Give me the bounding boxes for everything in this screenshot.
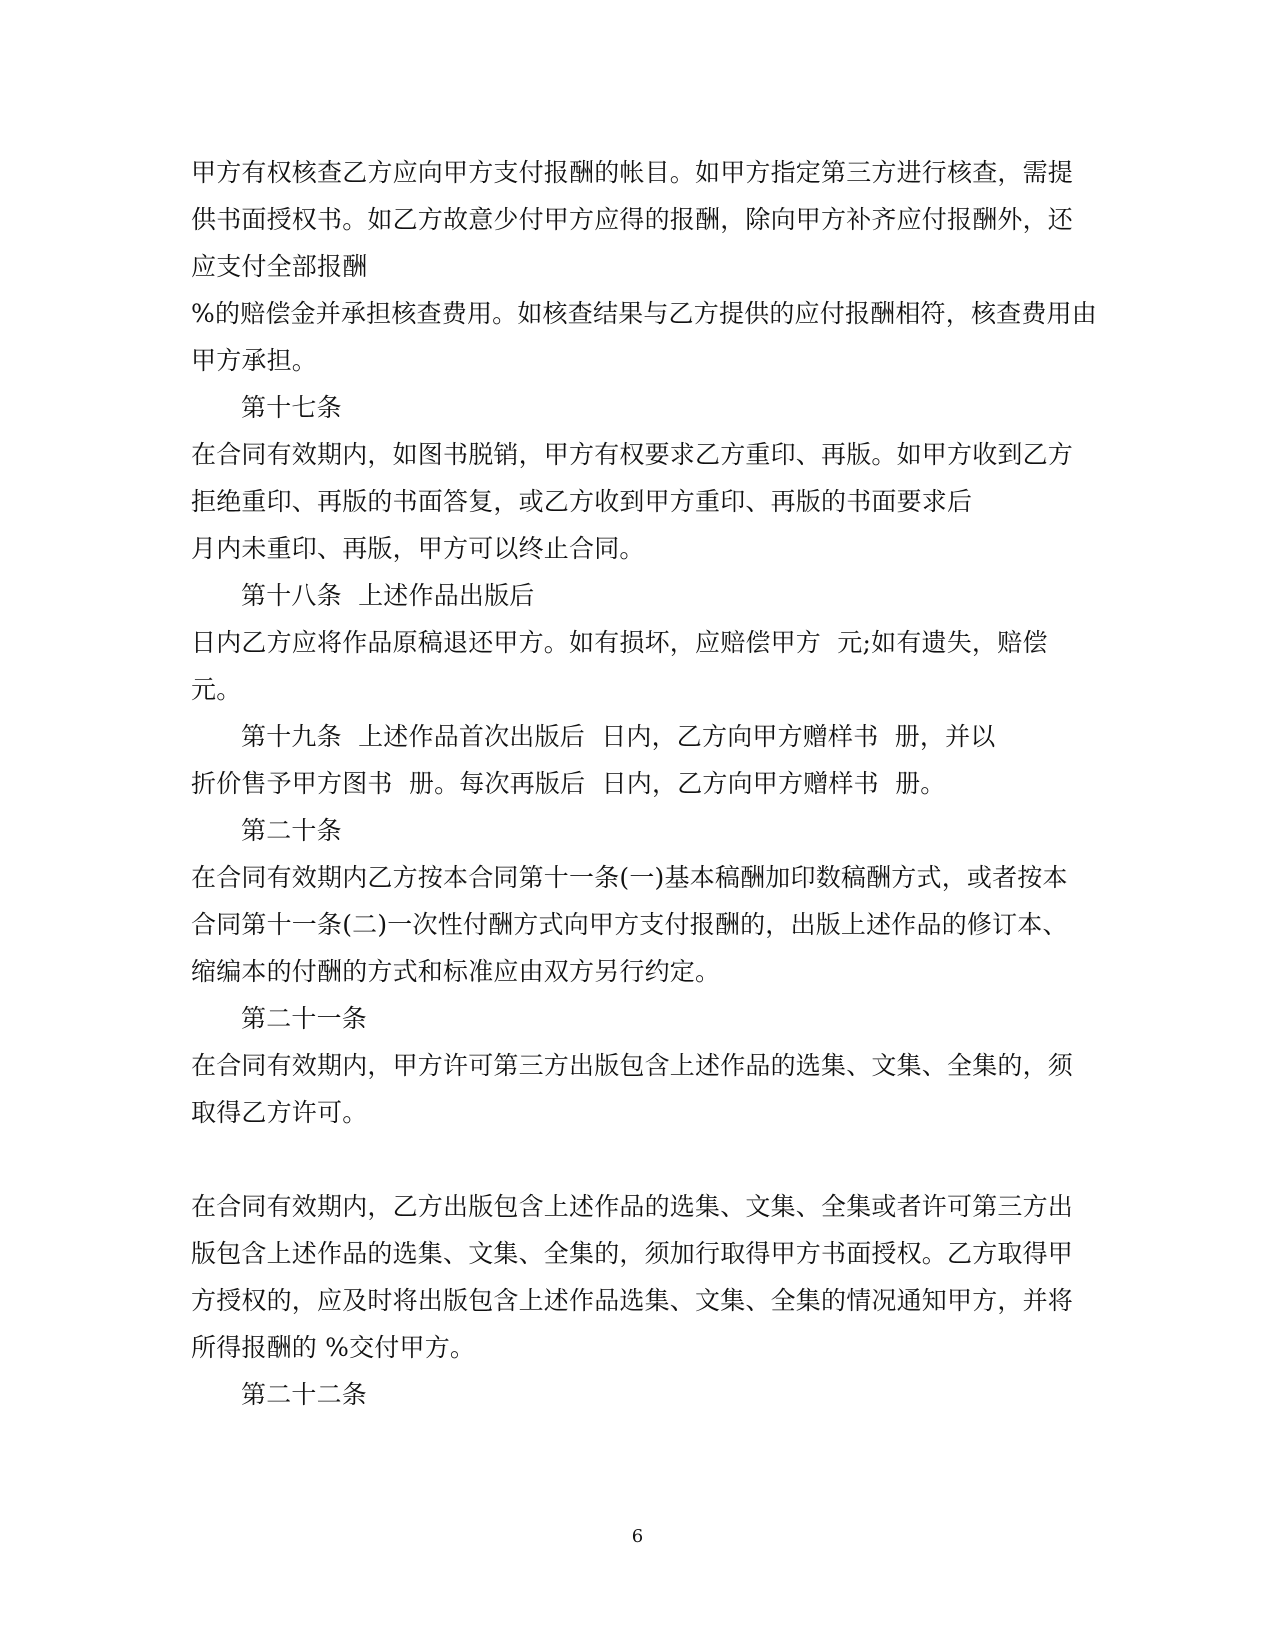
article-heading: 第十九条 上述作品首次出版后 日内，乙方向甲方赠样书 册，并以 (241, 722, 996, 751)
text-line: 折价售予甲方图书 册。每次再版后 日内，乙方向甲方赠样书 册。 (191, 769, 946, 798)
text-line: 在合同有效期内，如图书脱销，甲方有权要求乙方重印、再版。如甲方收到乙方 (191, 440, 1074, 469)
text-line: 缩编本的付酬的方式和标准应由双方另行约定。 (191, 957, 721, 986)
text-line: 在合同有效期内乙方按本合同第十一条(一)基本稿酬加印数稿酬方式，或者按本 (191, 863, 1068, 892)
text-line: 拒绝重印、再版的书面答复，或乙方收到甲方重印、再版的书面要求后 (191, 487, 973, 516)
text-line: 日内乙方应将作品原稿退还甲方。如有损坏，应赔偿甲方 元;如有遗失，赔偿 (191, 628, 1048, 657)
text-line: 取得乙方许可。 (191, 1098, 368, 1127)
text-line: 甲方有权核查乙方应向甲方支付报酬的帐目。如甲方指定第三方进行核查，需提 (191, 158, 1074, 187)
text-line: 甲方承担。 (191, 346, 318, 375)
article-heading: 第十七条 (241, 393, 342, 422)
article-heading: 第十八条 上述作品出版后 (241, 581, 535, 610)
text-line: 在合同有效期内，乙方出版包含上述作品的选集、文集、全集或者许可第三方出 (191, 1192, 1074, 1221)
text-line: 元。 (191, 675, 242, 704)
text-line: 供书面授权书。如乙方故意少付甲方应得的报酬，除向甲方补齐应付报酬外，还 (191, 205, 1074, 234)
text-line: 在合同有效期内，甲方许可第三方出版包含上述作品的选集、文集、全集的，须 (191, 1051, 1074, 1080)
text-line: %的赔偿金并承担核查费用。如核查结果与乙方提供的应付报酬相符，核查费用由 (191, 299, 1097, 328)
text-line: 版包含上述作品的选集、文集、全集的，须加行取得甲方书面授权。乙方取得甲 (191, 1239, 1074, 1268)
text-line: 月内未重印、再版，甲方可以终止合同。 (191, 534, 645, 563)
article-heading: 第二十二条 (241, 1380, 368, 1409)
text-line: 应支付全部报酬 (191, 252, 368, 281)
article-heading: 第二十一条 (241, 1004, 368, 1033)
text-line: 合同第十一条(二)一次性付酬方式向甲方支付报酬的，出版上述作品的修订本、 (191, 910, 1068, 939)
text-line: 所得报酬的 %交付甲方。 (191, 1333, 476, 1362)
page-number: 6 (631, 1526, 644, 1547)
article-heading: 第二十条 (241, 816, 342, 845)
text-line: 方授权的，应及时将出版包含上述作品选集、文集、全集的情况通知甲方，并将 (191, 1286, 1074, 1315)
